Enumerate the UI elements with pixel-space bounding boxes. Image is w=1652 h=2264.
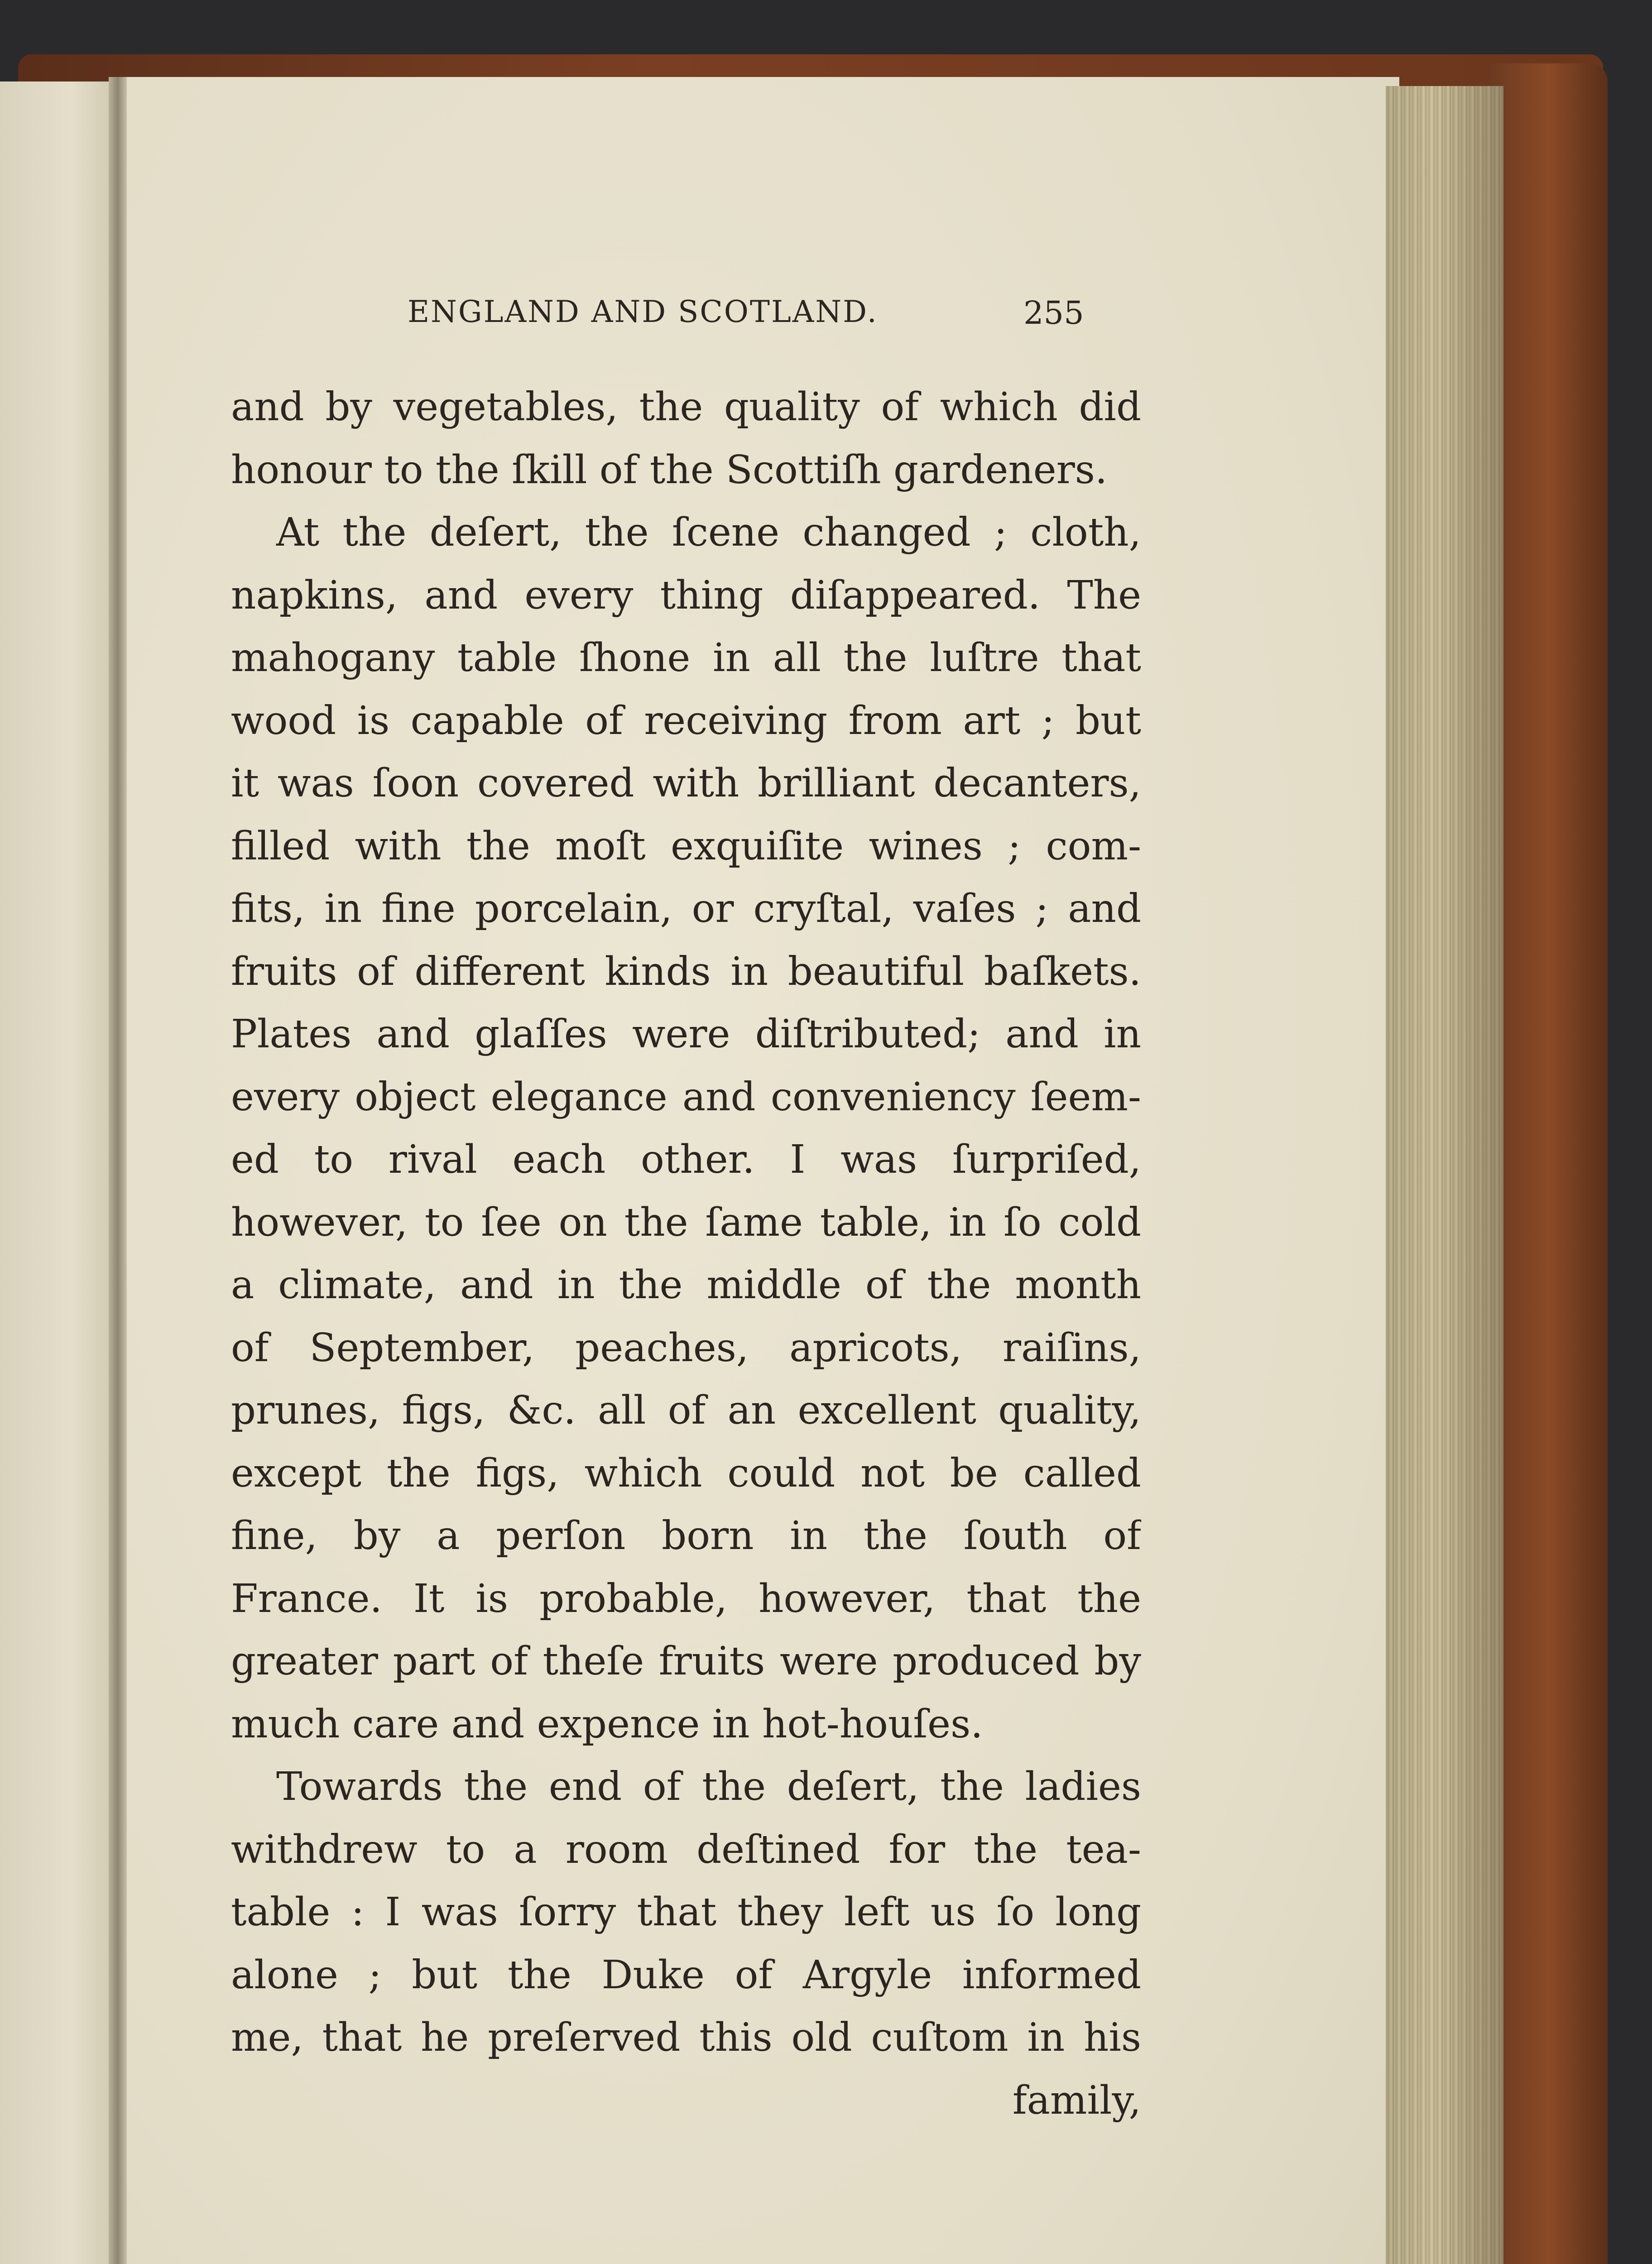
text-line: me, that he preſerved this old cuſtom in his bbox=[231, 2015, 1141, 2060]
body-text bbox=[231, 376, 1141, 2132]
text-line: it was ſoon covered with brilliant decanters, bbox=[231, 761, 1141, 806]
text-line: honour to the ſkill of the Scottiſh gardeners. bbox=[231, 447, 1108, 493]
book-cover-edge bbox=[1490, 63, 1608, 2264]
text-line: ed to rival each other. I was ſurpriſed, bbox=[231, 1137, 1141, 1182]
page-block-shade bbox=[1386, 86, 1503, 2264]
left-page-sliver bbox=[0, 82, 118, 2264]
text-line: prunes, figs, &c. all of an excellent quality, bbox=[231, 1388, 1141, 1433]
text-line: withdrew to a room deſtined for the tea- bbox=[231, 1827, 1141, 1872]
text-line: wood is capable of receiving from art ; but bbox=[231, 698, 1141, 743]
text-line: fits, in fine porcelain, or cryſtal, vaſes ; and bbox=[231, 886, 1141, 931]
text-line: except the figs, which could not be called bbox=[231, 1450, 1141, 1496]
text-line: however, to ſee on the ſame table, in ſo cold bbox=[231, 1199, 1141, 1245]
text-line: France. It is probable, however, that the bbox=[231, 1576, 1141, 1621]
text-line: fine, by a perſon born in the ſouth of bbox=[231, 1513, 1141, 1559]
text-line: greater part of theſe fruits were produced by bbox=[231, 1639, 1141, 1684]
text-line: and by vegetables, the quality of which did bbox=[231, 384, 1141, 430]
text-line: of September, peaches, apricots, raiſins, bbox=[231, 1325, 1141, 1371]
text-line: much care and expence in hot-houſes. bbox=[231, 1701, 983, 1747]
page-number: 255 bbox=[1023, 294, 1084, 331]
text-line: alone ; but the Duke of Argyle informed bbox=[231, 1952, 1141, 1998]
running-header bbox=[408, 294, 1177, 349]
text-line: Plates and glaſſes were diſtributed; and in bbox=[231, 1012, 1141, 1057]
book-gutter bbox=[109, 77, 127, 2264]
catchword: family, bbox=[1012, 2077, 1141, 2123]
text-line: napkins, and every thing diſappeared. The bbox=[231, 572, 1141, 618]
text-line: Towards the end of the deſert, the ladies bbox=[276, 1764, 1141, 1809]
text-line: At the deſert, the ſcene changed ; cloth, bbox=[276, 510, 1141, 555]
text-line: every object elegance and conveniency ſeem- bbox=[231, 1074, 1141, 1120]
text-line: a climate, and in the middle of the month bbox=[231, 1262, 1141, 1308]
text-line: table : I was ſorry that they left us ſo long bbox=[231, 1890, 1141, 1935]
text-line: filled with the moſt exquiſite wines ; com- bbox=[231, 823, 1141, 869]
text-line: fruits of different kinds in beautiful baſkets. bbox=[231, 949, 1141, 994]
running-header-title: ENGLAND AND SCOTLAND. bbox=[408, 294, 878, 329]
text-line: mahogany table ſhone in all the luſtre that bbox=[231, 635, 1141, 681]
